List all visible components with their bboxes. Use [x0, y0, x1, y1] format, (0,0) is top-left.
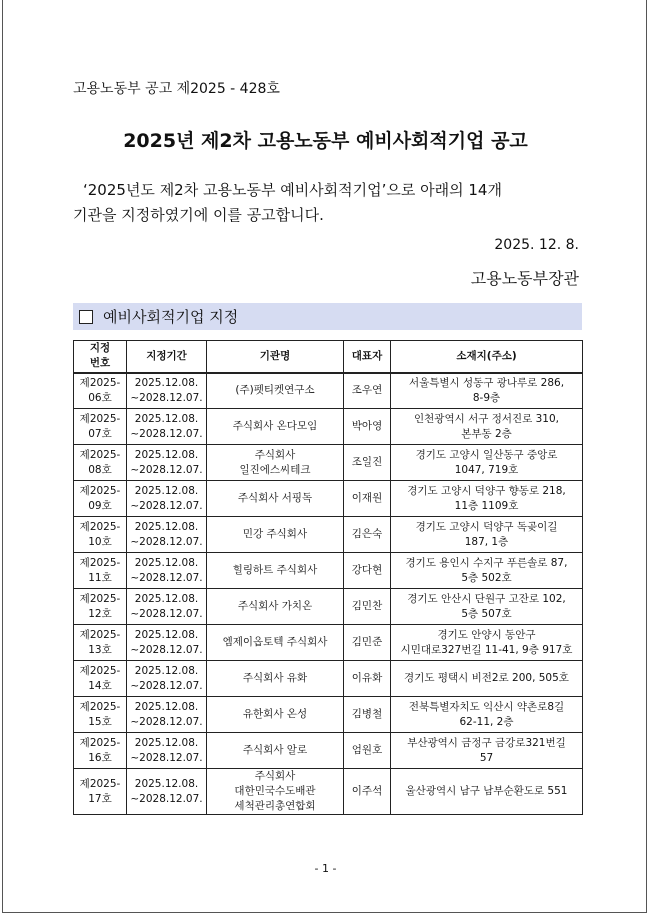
cell-organization: 힐링하트 주식회사: [207, 553, 344, 589]
cell-address: 전북특별자치도 익산시 약촌로8길 62-11, 2층: [391, 697, 583, 733]
cell-address: 경기도 안양시 동안구 시민대로327번길 11-41, 9층 917호: [391, 625, 583, 661]
cell-designation-no: 제2025- 08호: [74, 445, 127, 481]
cell-period: 2025.12.08. ~2028.12.07.: [127, 589, 207, 625]
table-row: [74, 553, 583, 589]
cell-period: 2025.12.08. ~2028.12.07.: [127, 769, 207, 815]
cell-organization: 엠제이옵토텍 주식회사: [207, 625, 344, 661]
cell-representative: 김은숙: [344, 517, 391, 553]
cell-address: 경기도 고양시 덕양구 향동로 218, 11층 1109호: [391, 481, 583, 517]
cell-period: 2025.12.08. ~2028.12.07.: [127, 409, 207, 445]
cell-representative: 김병철: [344, 697, 391, 733]
cell-organization: 주식회사 일진에스씨테크: [207, 445, 344, 481]
cell-address: 부산광역시 금정구 금강로321번길 57: [391, 733, 583, 769]
cell-representative: 이재원: [344, 481, 391, 517]
notice-number: 고용노동부 공고 제2025 - 428호: [73, 81, 280, 97]
cell-organization: 주식회사 가치온: [207, 589, 344, 625]
cell-designation-no: 제2025- 10호: [74, 517, 127, 553]
table-row: [74, 589, 583, 625]
cell-address: 서울특별시 성동구 광나루로 286, 8-9층: [391, 373, 583, 409]
table-row: [74, 445, 583, 481]
section-title: 예비사회적기업 지정: [103, 308, 239, 326]
cell-address: 경기도 고양시 덕양구 독곶이길 187, 1층: [391, 517, 583, 553]
cell-representative: 이주석: [344, 769, 391, 815]
cell-designation-no: 제2025- 11호: [74, 553, 127, 589]
cell-designation-no: 제2025- 06호: [74, 373, 127, 409]
cell-representative: 조우연: [344, 373, 391, 409]
cell-organization: (주)펫티켓연구소: [207, 373, 344, 409]
cell-representative: 엄원호: [344, 733, 391, 769]
table-row: [74, 769, 583, 815]
header-org: 기관명: [207, 341, 344, 373]
cell-designation-no: 제2025- 17호: [74, 769, 127, 815]
body-line-2: 기관을 지정하였기에 이를 공고합니다.: [73, 206, 324, 224]
cell-organization: 주식회사 온다모임: [207, 409, 344, 445]
table-row: [74, 517, 583, 553]
cell-representative: 강다현: [344, 553, 391, 589]
body-line-1: ‘2025년도 제2차 고용노동부 예비사회적기업’으로 아래의 14개: [83, 181, 502, 199]
cell-designation-no: 제2025- 07호: [74, 409, 127, 445]
cell-organization: 주식회사 대한민국수도배관 세척관리총연합회: [207, 769, 344, 815]
cell-representative: 이유화: [344, 661, 391, 697]
header-period: 지정기간: [127, 341, 207, 373]
cell-address: 경기도 용인시 수지구 푸른솔로 87, 5층 502호: [391, 553, 583, 589]
section-header: [73, 303, 582, 330]
cell-organization: 유한회사 온성: [207, 697, 344, 733]
table-row: [74, 661, 583, 697]
cell-period: 2025.12.08. ~2028.12.07.: [127, 373, 207, 409]
cell-address: 경기도 평택시 비전2로 200, 505호: [391, 661, 583, 697]
cell-address: 인천광역시 서구 정서진로 310, 본부동 2층: [391, 409, 583, 445]
cell-period: 2025.12.08. ~2028.12.07.: [127, 733, 207, 769]
cell-organization: 민강 주식회사: [207, 517, 344, 553]
cell-designation-no: 제2025- 14호: [74, 661, 127, 697]
cell-address: 경기도 안산시 단원구 고잔로 102, 5층 507호: [391, 589, 583, 625]
cell-designation-no: 제2025- 16호: [74, 733, 127, 769]
table-row: [74, 481, 583, 517]
cell-period: 2025.12.08. ~2028.12.07.: [127, 697, 207, 733]
cell-designation-no: 제2025- 12호: [74, 589, 127, 625]
designation-table: [73, 340, 583, 815]
table-row: [74, 373, 583, 409]
body-paragraph: [73, 178, 579, 228]
table-row: [74, 625, 583, 661]
cell-address: 울산광역시 남구 남부순환도로 551: [391, 769, 583, 815]
table-row: [74, 733, 583, 769]
cell-organization: 주식회사 유화: [207, 661, 344, 697]
cell-designation-no: 제2025- 13호: [74, 625, 127, 661]
signer: 고용노동부장관: [470, 269, 579, 288]
cell-period: 2025.12.08. ~2028.12.07.: [127, 661, 207, 697]
cell-representative: 김민찬: [344, 589, 391, 625]
page-number: - 1 -: [314, 862, 337, 875]
cell-organization: 주식회사 알로: [207, 733, 344, 769]
header-no: 지정 번호: [74, 341, 127, 373]
cell-period: 2025.12.08. ~2028.12.07.: [127, 481, 207, 517]
table-row: [74, 409, 583, 445]
cell-designation-no: 제2025- 09호: [74, 481, 127, 517]
table-row: [74, 697, 583, 733]
cell-period: 2025.12.08. ~2028.12.07.: [127, 625, 207, 661]
cell-representative: 박아영: [344, 409, 391, 445]
cell-representative: 김민준: [344, 625, 391, 661]
cell-representative: 조일진: [344, 445, 391, 481]
document-title: 2025년 제2차 고용노동부 예비사회적기업 공고: [123, 130, 528, 152]
cell-period: 2025.12.08. ~2028.12.07.: [127, 445, 207, 481]
header-rep: 대표자: [344, 341, 391, 373]
checkbox-square-icon: [79, 310, 93, 324]
cell-organization: 주식회사 서핑독: [207, 481, 344, 517]
cell-designation-no: 제2025- 15호: [74, 697, 127, 733]
notice-date: 2025. 12. 8.: [494, 237, 579, 253]
cell-period: 2025.12.08. ~2028.12.07.: [127, 553, 207, 589]
cell-period: 2025.12.08. ~2028.12.07.: [127, 517, 207, 553]
cell-address: 경기도 고양시 일산동구 중앙로 1047, 719호: [391, 445, 583, 481]
header-address: 소재지(주소): [391, 341, 583, 373]
table-header-row: [74, 341, 583, 373]
